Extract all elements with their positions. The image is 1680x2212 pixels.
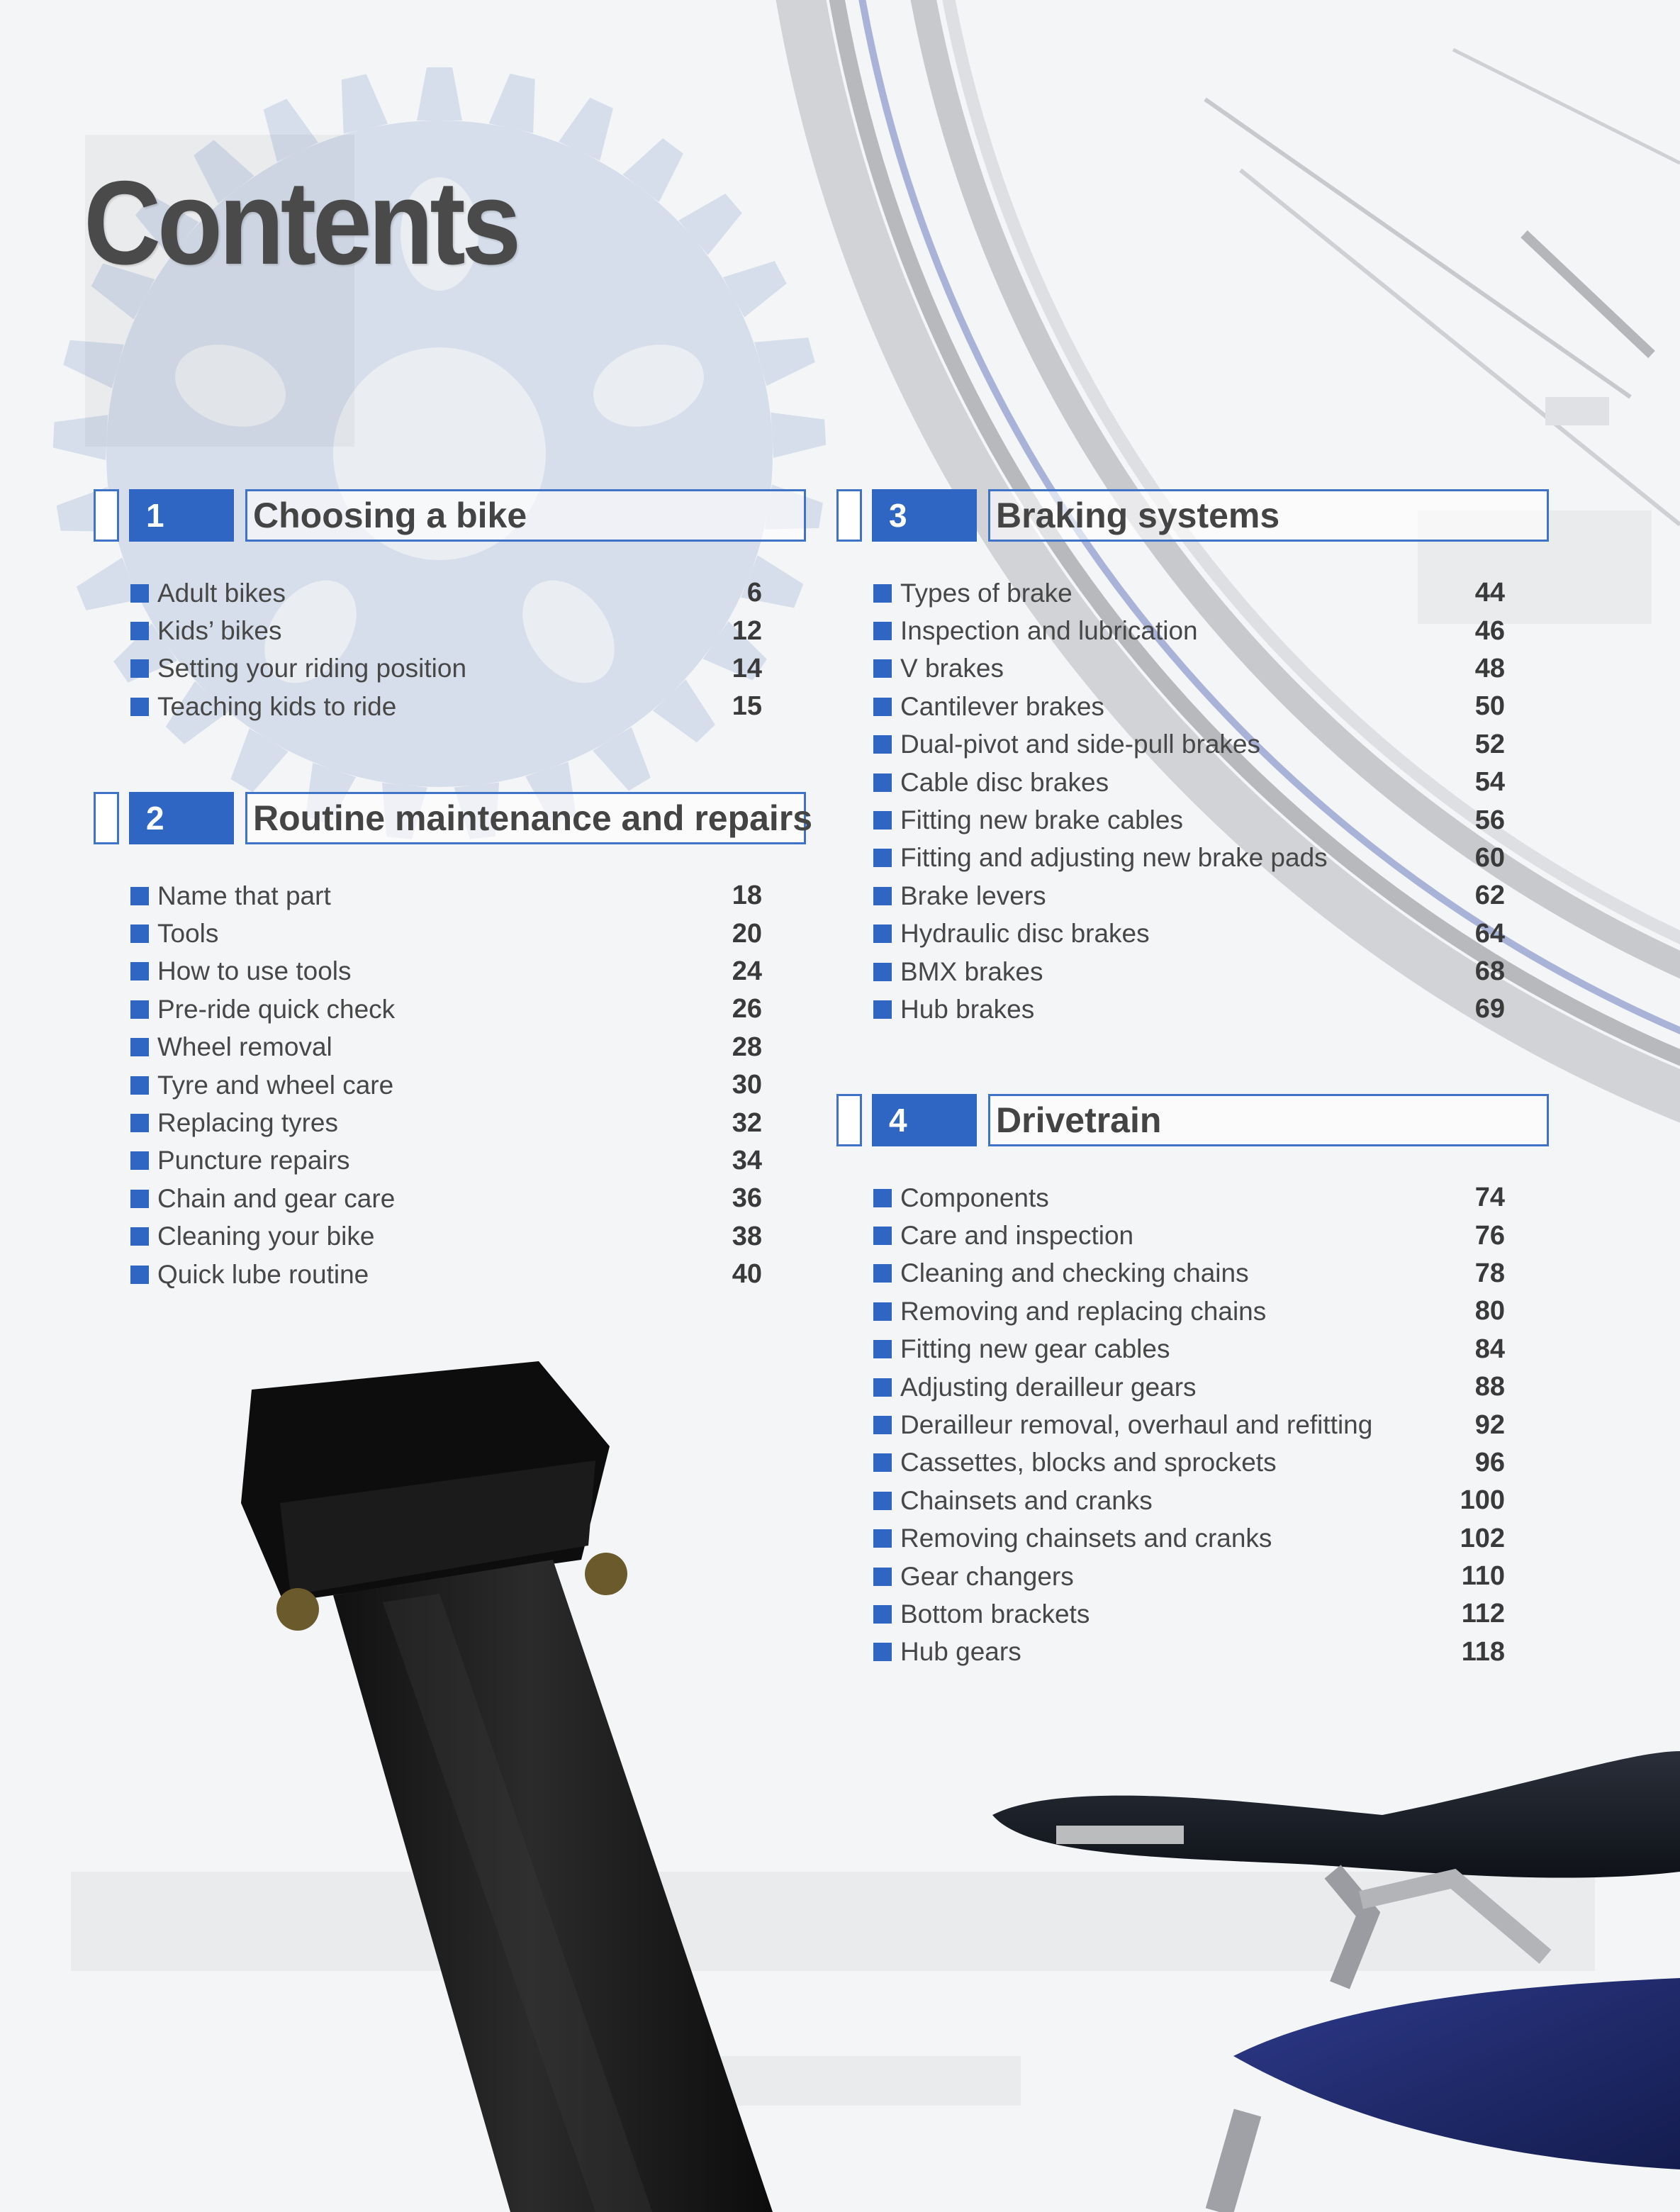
entry-label: Bottom brackets (900, 1599, 1090, 1629)
bullet-icon (873, 1529, 892, 1548)
bullet-icon (873, 1492, 892, 1510)
toc-entry[interactable] (873, 1255, 1505, 1292)
page-title: Contents (84, 156, 517, 289)
entry-label: Removing chainsets and cranks (900, 1524, 1272, 1553)
entry-label: Replacing tyres (157, 1108, 339, 1138)
entry-label: Hub gears (900, 1637, 1021, 1667)
entry-list (873, 1179, 1505, 1671)
toc-entry[interactable] (130, 688, 762, 725)
entry-page-number: 102 (1460, 1523, 1505, 1553)
entry-page-number: 18 (732, 881, 762, 911)
bullet-icon (873, 584, 892, 603)
toc-entry[interactable] (130, 1142, 762, 1180)
entry-page-number: 118 (1461, 1636, 1505, 1667)
entry-page-number: 38 (732, 1221, 762, 1251)
bullet-icon (130, 584, 149, 603)
entry-page-number: 56 (1474, 805, 1505, 835)
section-number: 2 (129, 792, 234, 844)
toc-entry[interactable] (873, 574, 1505, 612)
entry-label: BMX brakes (900, 956, 1043, 986)
section-header (94, 489, 806, 543)
entry-page-number: 74 (1474, 1183, 1505, 1213)
entry-page-number: 26 (732, 994, 762, 1024)
entry-page-number: 62 (1474, 881, 1505, 911)
bullet-icon (873, 1378, 892, 1397)
bullet-icon (130, 659, 149, 678)
entry-page-number: 54 (1474, 767, 1505, 798)
toc-entry[interactable] (873, 877, 1505, 915)
entry-page-number: 44 (1474, 578, 1505, 608)
entry-label: Teaching kids to ride (157, 691, 397, 721)
bullet-icon (873, 1453, 892, 1472)
entry-page-number: 20 (732, 918, 762, 949)
entry-label: Derailleur removal, overhaul and refitting (900, 1410, 1373, 1440)
toc-entry[interactable] (873, 801, 1505, 839)
section-tab-marker (94, 792, 119, 844)
entry-label: Components (900, 1183, 1049, 1212)
bullet-icon (873, 1605, 892, 1624)
entry-label: Fitting and adjusting new brake pads (900, 843, 1328, 873)
entry-page-number: 6 (746, 578, 762, 608)
bullet-icon (873, 925, 892, 943)
entry-label: Cantilever brakes (900, 691, 1104, 721)
toc-entry[interactable] (873, 1179, 1505, 1217)
toc-entry[interactable] (130, 877, 762, 915)
bullet-icon (873, 811, 892, 830)
bullet-icon (873, 659, 892, 678)
section-routine-maintenance (94, 792, 813, 1290)
bullet-icon (130, 925, 149, 943)
bullet-icon (873, 1643, 892, 1661)
entry-label: Cassettes, blocks and sprockets (900, 1448, 1277, 1478)
entry-label: Cleaning and checking chains (900, 1258, 1249, 1288)
entry-label: Fitting new gear cables (900, 1334, 1170, 1364)
entry-page-number: 76 (1474, 1220, 1505, 1251)
bullet-icon (130, 1190, 149, 1208)
entry-page-number: 36 (732, 1183, 762, 1214)
toc-entry[interactable] (873, 726, 1505, 764)
bullet-icon (873, 773, 892, 792)
toc-entry[interactable] (130, 1256, 762, 1293)
entry-label: Cleaning your bike (157, 1222, 375, 1251)
entry-label: Wheel removal (157, 1032, 332, 1062)
bullet-icon (873, 698, 892, 716)
entry-page-number: 15 (732, 691, 762, 722)
entry-page-number: 78 (1474, 1258, 1505, 1288)
toc-entry[interactable] (873, 1331, 1505, 1368)
entry-page-number: 40 (732, 1259, 762, 1290)
bullet-icon (130, 1076, 149, 1095)
toc-entry[interactable] (873, 953, 1505, 990)
bullet-icon (873, 1340, 892, 1358)
section-number: 3 (872, 489, 977, 542)
section-tab-marker (836, 1094, 862, 1146)
toc-entry[interactable] (130, 1029, 762, 1066)
bullet-icon (130, 698, 149, 716)
toc-entry[interactable] (873, 839, 1505, 877)
toc-entry[interactable] (873, 990, 1505, 1028)
entry-label: Setting your riding position (157, 654, 467, 683)
entry-label: Care and inspection (900, 1221, 1134, 1251)
bullet-icon (873, 1189, 892, 1207)
section-title: Choosing a bike (245, 489, 806, 542)
entry-label: Removing and replacing chains (900, 1296, 1267, 1326)
toc-entry[interactable] (130, 612, 762, 649)
toc-entry[interactable] (873, 1520, 1505, 1558)
toc-entry[interactable] (130, 574, 762, 612)
bullet-icon (873, 849, 892, 867)
bullet-icon (130, 1038, 149, 1056)
toc-entry[interactable] (873, 1444, 1505, 1482)
saddle-graphic (992, 1751, 1680, 2212)
entry-page-number: 92 (1474, 1409, 1505, 1440)
entry-page-number: 48 (1474, 653, 1505, 683)
bullet-icon (130, 1114, 149, 1132)
toc-entry[interactable] (873, 1482, 1505, 1519)
entry-list (873, 574, 1505, 1029)
entry-page-number: 96 (1474, 1447, 1505, 1478)
bullet-icon (873, 963, 892, 981)
section-number: 1 (129, 489, 234, 542)
entry-page-number: 69 (1474, 994, 1505, 1024)
toc-entry[interactable] (873, 1217, 1505, 1254)
bullet-icon (873, 1568, 892, 1586)
toc-entry[interactable] (873, 915, 1505, 953)
entry-label: Types of brake (900, 578, 1073, 608)
entry-label: Pre-ride quick check (157, 994, 396, 1024)
entry-page-number: 46 (1474, 615, 1505, 646)
entry-page-number: 88 (1474, 1372, 1505, 1402)
bullet-icon (130, 1000, 149, 1019)
entry-page-number: 80 (1474, 1296, 1505, 1326)
bullet-icon (130, 1266, 149, 1284)
section-title: Routine maintenance and repairs (245, 792, 806, 844)
toc-entry[interactable] (873, 1633, 1505, 1671)
entry-list (130, 877, 762, 1293)
entry-label: Hub brakes (900, 994, 1035, 1024)
toc-entry[interactable] (130, 1180, 762, 1217)
entry-label: Gear changers (900, 1561, 1074, 1591)
section-number: 4 (872, 1094, 977, 1146)
toc-entry[interactable] (130, 915, 762, 952)
bullet-icon (130, 887, 149, 905)
entry-label: Name that part (157, 881, 331, 910)
entry-page-number: 32 (732, 1107, 762, 1138)
toc-entry[interactable] (873, 1368, 1505, 1406)
entry-label: Tools (157, 919, 219, 949)
entry-list (130, 574, 762, 726)
bullet-icon (130, 1227, 149, 1246)
entry-label: Brake levers (900, 881, 1046, 910)
entry-page-number: 100 (1460, 1485, 1505, 1516)
bullet-icon (873, 1227, 892, 1245)
entry-page-number: 14 (732, 653, 762, 683)
entry-label: V brakes (900, 654, 1004, 683)
entry-label: Chainsets and cranks (900, 1485, 1153, 1515)
entry-label: Adjusting derailleur gears (900, 1372, 1197, 1402)
toc-entry[interactable] (130, 953, 762, 990)
entry-page-number: 28 (732, 1032, 762, 1062)
toc-entry[interactable] (130, 1066, 762, 1104)
section-tab-marker (94, 489, 119, 542)
entry-label: Dual-pivot and side-pull brakes (900, 730, 1260, 759)
entry-page-number: 50 (1474, 691, 1505, 722)
section-choosing-a-bike (94, 489, 806, 722)
section-braking-systems (836, 489, 1549, 1024)
entry-label: Cable disc brakes (900, 767, 1109, 797)
bullet-icon (873, 887, 892, 905)
entry-label: Inspection and lubrication (900, 616, 1198, 646)
toc-entry[interactable] (873, 1595, 1505, 1633)
entry-label: Kids’ bikes (157, 616, 282, 646)
entry-page-number: 12 (732, 615, 762, 646)
entry-page-number: 60 (1474, 842, 1505, 873)
entry-page-number: 34 (732, 1145, 762, 1175)
bullet-icon (873, 1416, 892, 1434)
toc-entry[interactable] (130, 1218, 762, 1256)
entry-label: How to use tools (157, 956, 352, 986)
entry-page-number: 84 (1474, 1334, 1505, 1364)
entry-page-number: 24 (732, 956, 762, 986)
section-header (836, 1094, 1549, 1148)
entry-page-number: 112 (1461, 1599, 1505, 1629)
entry-page-number: 110 (1461, 1561, 1505, 1592)
bullet-icon (873, 622, 892, 640)
toc-entry[interactable] (130, 650, 762, 688)
entry-page-number: 52 (1474, 729, 1505, 759)
toc-entry[interactable] (130, 990, 762, 1028)
entry-label: Adult bikes (157, 578, 286, 608)
toc-entry[interactable] (873, 612, 1505, 649)
toc-entry[interactable] (130, 1104, 762, 1141)
section-tab-marker (836, 489, 862, 542)
bullet-icon (873, 1302, 892, 1321)
seatpost-graphic (241, 1361, 773, 2212)
toc-entry[interactable] (873, 1292, 1505, 1330)
section-header (94, 792, 813, 846)
entry-label: Quick lube routine (157, 1259, 369, 1289)
toc-entry[interactable] (873, 1558, 1505, 1595)
entry-label: Tyre and wheel care (157, 1070, 394, 1100)
bullet-icon (130, 622, 149, 640)
entry-page-number: 68 (1474, 956, 1505, 987)
entry-page-number: 64 (1474, 918, 1505, 949)
toc-entry[interactable] (873, 650, 1505, 688)
entry-label: Puncture repairs (157, 1146, 350, 1175)
bullet-icon (873, 1000, 892, 1019)
bullet-icon (873, 735, 892, 754)
section-title: Braking systems (988, 489, 1549, 542)
bullet-icon (130, 1151, 149, 1170)
section-drivetrain (836, 1094, 1549, 1667)
section-title: Drivetrain (988, 1094, 1549, 1146)
toc-entry[interactable] (873, 688, 1505, 725)
entry-label: Hydraulic disc brakes (900, 919, 1150, 949)
section-header (836, 489, 1549, 543)
bullet-icon (130, 962, 149, 981)
entry-label: Chain and gear care (157, 1183, 396, 1213)
bullet-icon (873, 1264, 892, 1283)
entry-page-number: 30 (732, 1070, 762, 1100)
toc-entry[interactable] (873, 764, 1505, 801)
toc-entry[interactable] (873, 1406, 1505, 1443)
entry-label: Fitting new brake cables (900, 805, 1183, 835)
